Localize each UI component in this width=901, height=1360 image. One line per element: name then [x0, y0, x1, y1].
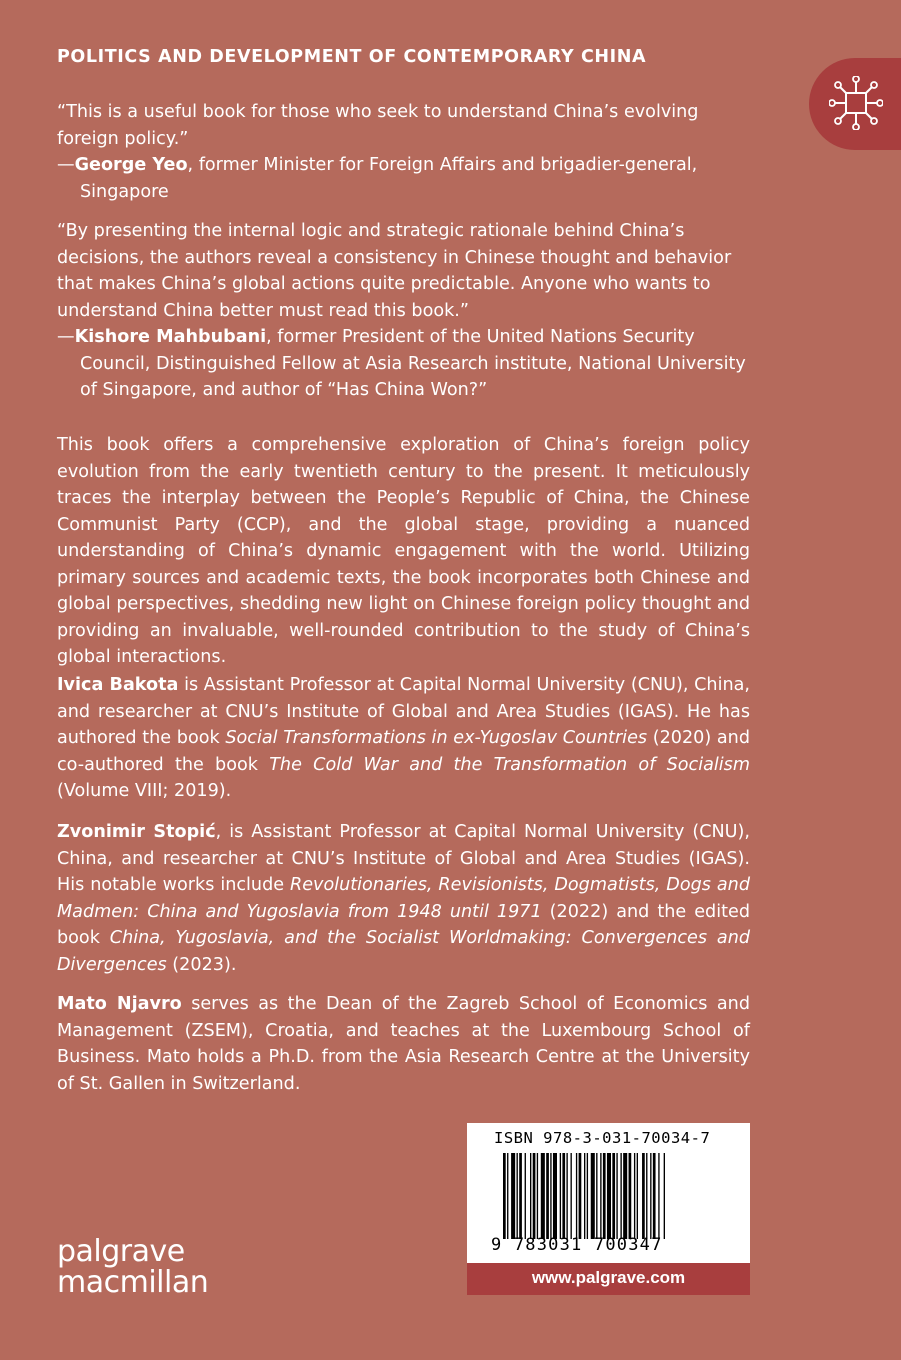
bio-text: is Assistant Professor at Capital Normal University (CNU), China, and researcher at CNU’s Institute of Global and Area Studies (IGAS). He has authored the book [57, 675, 750, 748]
barcode-bar [634, 1153, 635, 1239]
endorsement-quote-2 [57, 218, 750, 404]
book-title: Revolutionaries, Revisionists, Dogmatists, Dogs and Madmen: China and Yugoslavia from 1948 until 1971 [57, 875, 750, 922]
publisher-url[interactable]: www.palgrave.com [467, 1263, 750, 1295]
author-title: , former Minister for Foreign Affairs and brigadier-general, Singapore [80, 155, 698, 202]
author-bio-2 [57, 819, 750, 978]
author-name: Zvonimir Stopić [57, 822, 216, 842]
barcode-box [467, 1123, 750, 1263]
quote-attribution [57, 152, 750, 205]
barcode-bar [603, 1153, 606, 1239]
barcode-bar [646, 1153, 647, 1239]
bio-text: (2020) and co-authored the book [57, 728, 751, 775]
barcode-bar [596, 1153, 597, 1239]
network-star-icon [829, 76, 883, 130]
book-title: China, Yugoslavia, and the Socialist Worldmaking: Convergences and Divergences [57, 928, 751, 975]
barcode-bar [550, 1153, 551, 1239]
bio-text: (2023). [166, 954, 237, 975]
barcode-bar [566, 1153, 567, 1239]
barcode-bar [658, 1153, 659, 1239]
barcode-bar [511, 1153, 515, 1239]
barcode-bar [600, 1153, 601, 1239]
author-bio-3 [57, 991, 750, 1097]
quote-text: “This is a useful book for those who seek to understand China’s evolving foreign policy.” [57, 102, 699, 149]
publisher-line-1: palgrave [57, 1234, 185, 1269]
publisher-wordmark [57, 1236, 208, 1298]
bio-text: (Volume VIII; 2019). [57, 781, 232, 801]
barcode-bar [591, 1153, 595, 1239]
barcode-digits: 9 783031 700347 [491, 1235, 663, 1255]
barcode-bar [637, 1153, 638, 1239]
barcode-bar [507, 1153, 508, 1239]
isbn-label: ISBN 978-3-031-70034-7 [494, 1129, 711, 1147]
publisher-logo-tab [809, 58, 901, 150]
barcode-bar [653, 1153, 656, 1239]
barcode-bar [533, 1153, 536, 1239]
barcode-bar [560, 1153, 561, 1239]
author-name: Ivica Bakota [57, 675, 179, 695]
quote-author: George Yeo [74, 155, 188, 175]
book-description: This book offers a comprehensive exploration of China’s foreign policy evolution from the early twentieth century to the present. It meticulously traces the interplay between the People’s Republic of China, the Chinese Communist Party (CCP), and the global stage, providing a nuanced understanding of China’s dynamic engagement with the world. Utilizing primary sources and academic texts, the book incorporates both Chinese and global perspectives, shedding new light on Chinese foreign policy thought and providing an invaluable, well-rounded contribution to the study of China’s global interactions. [57, 435, 750, 667]
quote-attribution [57, 324, 750, 404]
barcode-bar [587, 1153, 588, 1239]
barcode-bar [503, 1153, 506, 1239]
series-title: POLITICS AND DEVELOPMENT OF CONTEMPORARY CHINA [57, 47, 647, 67]
barcode-bar [650, 1153, 651, 1239]
book-title: Social Transformations in ex-Yugoslav Countries [225, 728, 648, 748]
barcode-bar [620, 1153, 621, 1239]
author-bio-1 [57, 672, 750, 805]
barcode-bar [541, 1153, 545, 1239]
barcode-bar [642, 1153, 645, 1239]
barcode-bar [616, 1153, 617, 1239]
barcode-bars [503, 1153, 715, 1239]
barcode-bar [525, 1153, 526, 1239]
barcode-bar [519, 1153, 522, 1239]
barcode-bar [623, 1153, 627, 1239]
em-dash: — [57, 327, 75, 347]
barcode-bar [537, 1153, 538, 1239]
barcode-bar [629, 1153, 632, 1239]
publisher-line-2: macmillan [57, 1265, 209, 1300]
barcode-bar [571, 1153, 572, 1239]
author-name: Mato Njavro [57, 994, 182, 1014]
barcode-bar [553, 1153, 557, 1239]
barcode-bar [517, 1153, 518, 1239]
bio-text: , is Assistant Professor at Capital Normal University (CNU), China, and researcher at CNU’s Institute of Global and Area Studies (IGAS). His notable works include [57, 822, 750, 895]
barcode-bar [530, 1153, 531, 1239]
barcode-bar [607, 1153, 611, 1239]
barcode-bar [579, 1153, 582, 1239]
barcode-bar [584, 1153, 585, 1239]
quote-text: “By presenting the internal logic and strategic rationale behind China’s decisions, the authors reveal a consistency in Chinese thought and behavior that makes China’s global actions quite predictable. Anyone who wants to understand China better must read this book.” [57, 221, 732, 321]
book-title: The Cold War and the Transformation of Socialism [269, 754, 750, 775]
em-dash: — [57, 155, 75, 175]
barcode-bar [546, 1153, 549, 1239]
barcode-bar [612, 1153, 615, 1239]
endorsement-quote-1 [57, 99, 750, 205]
barcode-bar [576, 1153, 577, 1239]
quote-author: Kishore Mahbubani [74, 327, 267, 347]
bio-text: (2022) and the edited book [57, 901, 750, 948]
barcode-bar [664, 1153, 665, 1239]
author-title: , former President of the United Nations Security Council, Distinguished Fellow at Asia Research institute, National University of Singapore, and author of “Has China Won?” [80, 327, 746, 400]
barcode-bar [562, 1153, 565, 1239]
bio-text: serves as the Dean of the Zagreb School of Economics and Management (ZSEM), Croatia, and teaches at the Luxembourg School of Business. Mato holds a Ph.D. from the Asia Research Centre at the University of St. Gallen in Switzerland. [57, 994, 750, 1094]
